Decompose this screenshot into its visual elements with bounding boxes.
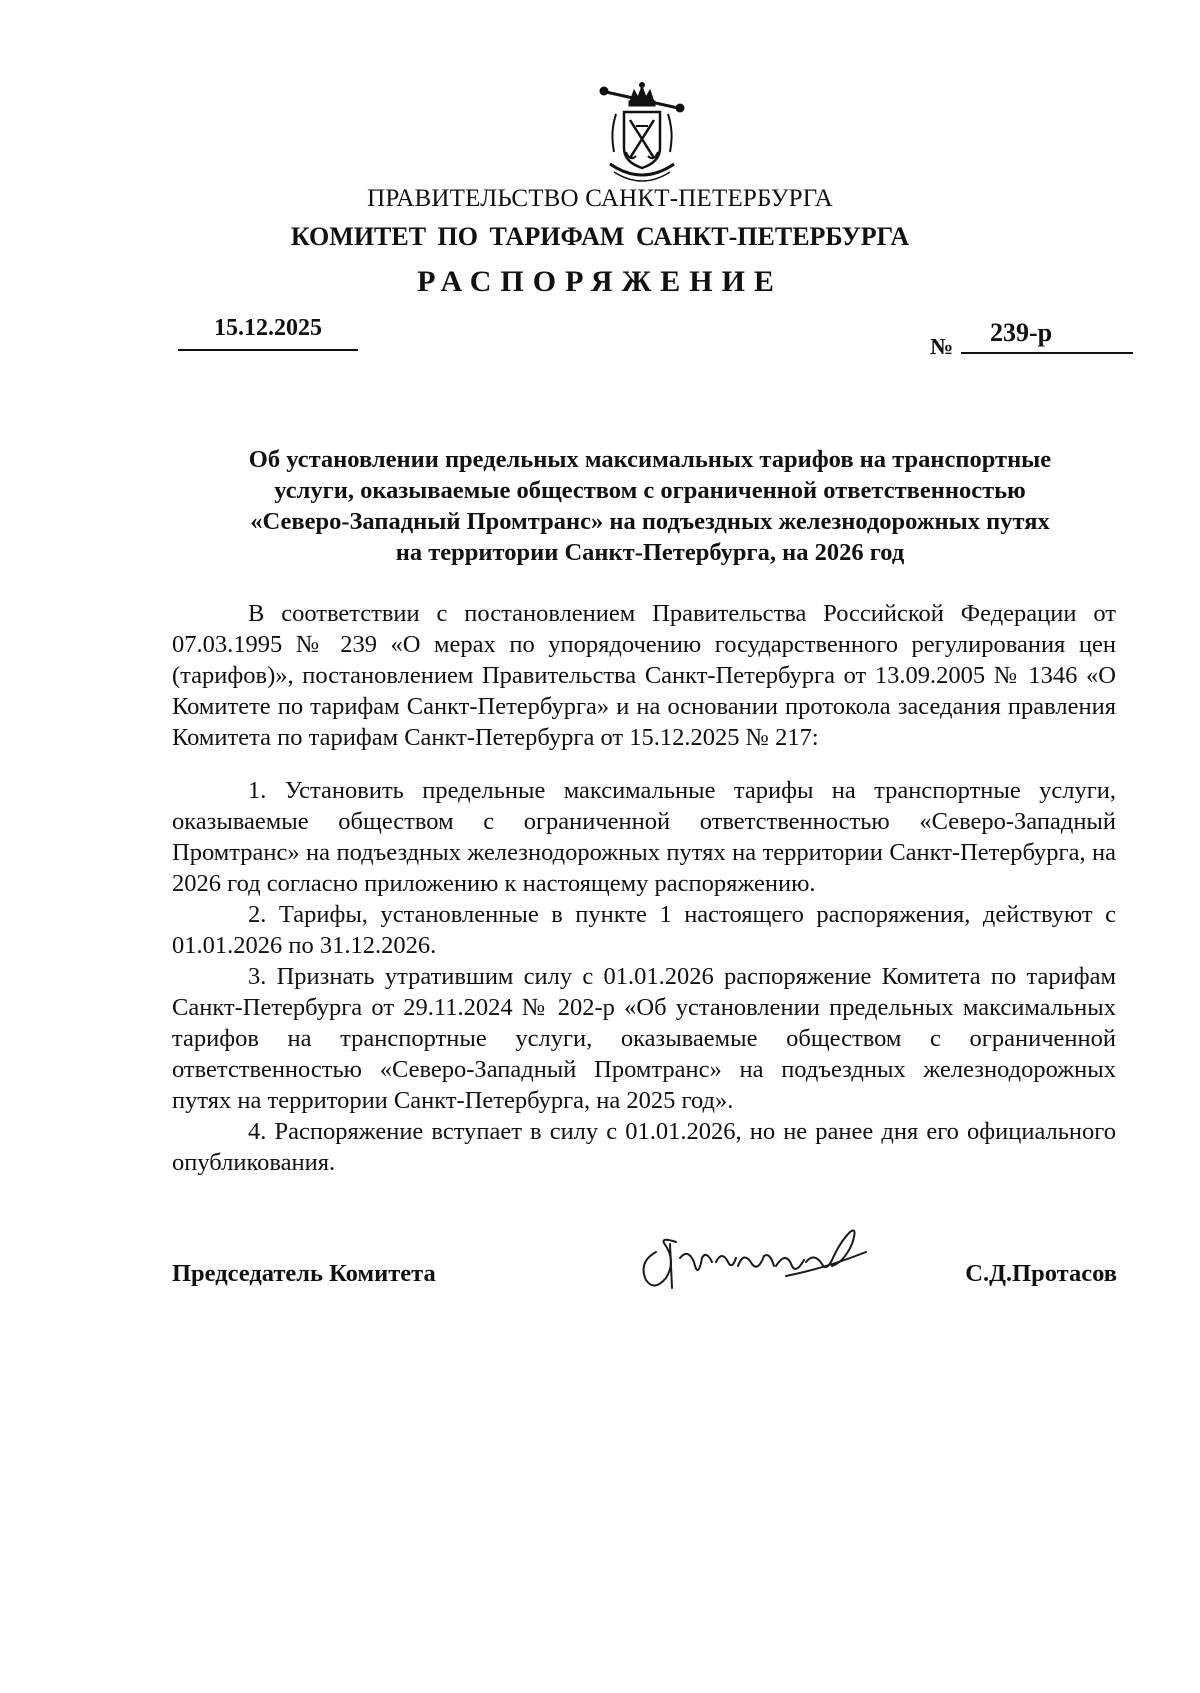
preamble xyxy=(172,598,1116,753)
coat-of-arms-icon xyxy=(596,82,688,192)
committee-title: КОМИТЕТ ПО ТАРИФАМ САНКТ-ПЕТЕРБУРГА xyxy=(290,222,910,251)
document-number: 239-р xyxy=(990,318,1053,347)
document-type: РАСПОРЯЖЕНИЕ xyxy=(417,265,783,298)
order-item: 2. Тарифы, установленные в пункте 1 настоящего распоряжения, действуют с 01.01.2026 по 31.12.2026. xyxy=(172,901,1116,959)
number-sign: № xyxy=(930,334,954,359)
government-title: ПРАВИТЕЛЬСТВО САНКТ-ПЕТЕРБУРГА xyxy=(367,185,833,212)
document-subject xyxy=(170,444,1130,568)
signatory-name: С.Д.Протасов xyxy=(965,1260,1117,1287)
date-underline xyxy=(178,349,358,351)
order-item: 4. Распоряжение вступает в силу с 01.01.2026, но не ранее дня его официального опубликования. xyxy=(172,1118,1116,1176)
signatory-role: Председатель Комитета xyxy=(172,1260,436,1287)
order-item: 1. Установить предельные максимальные тарифы на транспортные услуги, оказываемые обществом с ограниченной ответственностью «Северо-Западный Промтранс» на подъездных железнодорожных путях на территории Санкт-Петербурга, на 2026 год согласно приложению к настоящему распоряжению. xyxy=(172,777,1116,897)
preamble-text: В соответствии с постановлением Правительства Российской Федерации от 07.03.1995 № 239 «О мерах по упорядочению государственного регулирования цен (тарифов)», постановлением Правительства Санкт-Петербурга от 13.09.2005 № 1346 «О Комитете по тарифам Санкт-Петербурга» и на основании протокола заседания правления Комитета по тарифам Санкт-Петербурга от 15.12.2025 № 217: xyxy=(172,600,1116,751)
number-underline xyxy=(961,352,1133,354)
order-items xyxy=(172,775,1116,1178)
subject-line: услуги, оказываемые обществом с ограниченной ответственностью xyxy=(274,477,1026,504)
subject-line: Об установлении предельных максимальных тарифов на транспортные xyxy=(248,446,1052,473)
document-date: 15.12.2025 xyxy=(214,315,322,341)
order-item: 3. Признать утратившим силу с 01.01.2026 распоряжение Комитета по тарифам Санкт-Петербурга от 29.11.2024 № 202-р «Об установлении предельных максимальных тарифов на транспортные услуги, оказываемые обществом с ограниченной ответственностью «Северо-Западный Промтранс» на подъездных железнодорожных путях на территории Санкт-Петербурга, на 2025 год». xyxy=(172,963,1116,1114)
handwritten-signature xyxy=(636,1222,886,1300)
subject-line: на территории Санкт-Петербурга, на 2026 год xyxy=(395,539,905,566)
subject-line: «Северо-Западный Промтранс» на подъездных железнодорожных путях xyxy=(250,508,1050,535)
